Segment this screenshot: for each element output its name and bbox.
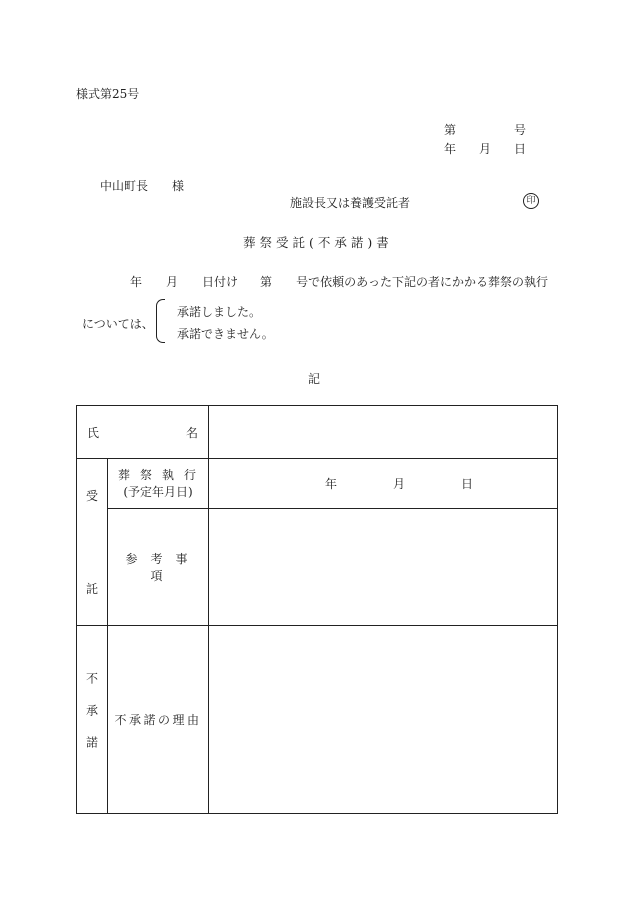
issue-date-day: 日 (513, 142, 526, 156)
label-char: 氏 (87, 425, 100, 440)
group-decline-cell (77, 626, 108, 814)
body-month: 月 (166, 275, 179, 289)
issue-date-month: 月 (478, 142, 491, 156)
doc-number-suffix: 号 (513, 123, 526, 137)
sender-title: 施設長又は養護受託者 (290, 196, 411, 210)
exec-label-cell (108, 459, 209, 509)
seal-mark: 印 (523, 193, 539, 209)
name-label (87, 424, 198, 441)
label-char: 名 (185, 425, 198, 440)
exec-year: 年 (325, 477, 338, 491)
doc-number-prefix: 第 (444, 123, 457, 137)
document-title: 葬祭受託(不承諾)書 (243, 235, 393, 250)
exec-date-row (77, 459, 558, 509)
body-dated: 日付け (202, 275, 239, 289)
exec-sublabel: (予定年月日) (123, 484, 193, 499)
option-brace (156, 299, 165, 343)
body-request-text: 号で依頼のあった下記の者にかかる葬祭の執行 (296, 275, 548, 289)
notes-label: 参考事項 (125, 552, 201, 583)
body-line-1 (130, 273, 548, 290)
ki-heading: 記 (308, 372, 321, 386)
label-char: 受 (85, 489, 98, 503)
issue-date-line (444, 140, 526, 157)
body-year: 年 (130, 275, 143, 289)
reason-label: 不承諾の理由 (114, 713, 202, 727)
name-row (77, 406, 558, 459)
exec-day: 日 (460, 477, 473, 491)
group-decline-label: 不承諾 (84, 671, 99, 768)
recipient-honorific: 様 (172, 179, 185, 193)
option-declined: 承諾できません。 (177, 327, 274, 341)
form-number: 様式第25号 (76, 87, 140, 101)
body-prefix: については、 (82, 317, 154, 331)
reason-value-cell[interactable] (209, 626, 558, 814)
doc-number-line (444, 121, 526, 138)
notes-row (77, 509, 558, 626)
label-char: 託 (85, 582, 98, 596)
exec-label: 葬祭執行 (117, 467, 206, 482)
notes-value-cell[interactable] (209, 509, 558, 626)
record-table (76, 405, 558, 814)
group-accept-cell (77, 459, 108, 626)
body-number-prefix: 第 (260, 275, 273, 289)
name-label-cell (77, 406, 209, 459)
recipient-name: 中山町長 (100, 179, 149, 193)
notes-label-cell (108, 509, 209, 626)
exec-date-fields (325, 475, 473, 492)
exec-month: 月 (392, 477, 405, 491)
reason-row (77, 626, 558, 814)
issue-date-year: 年 (444, 142, 457, 156)
reason-label-cell (108, 626, 209, 814)
exec-date-cell[interactable] (209, 459, 558, 509)
name-value-cell[interactable] (209, 406, 558, 459)
option-accepted: 承諾しました。 (177, 305, 262, 319)
group-accept-label (77, 487, 107, 597)
